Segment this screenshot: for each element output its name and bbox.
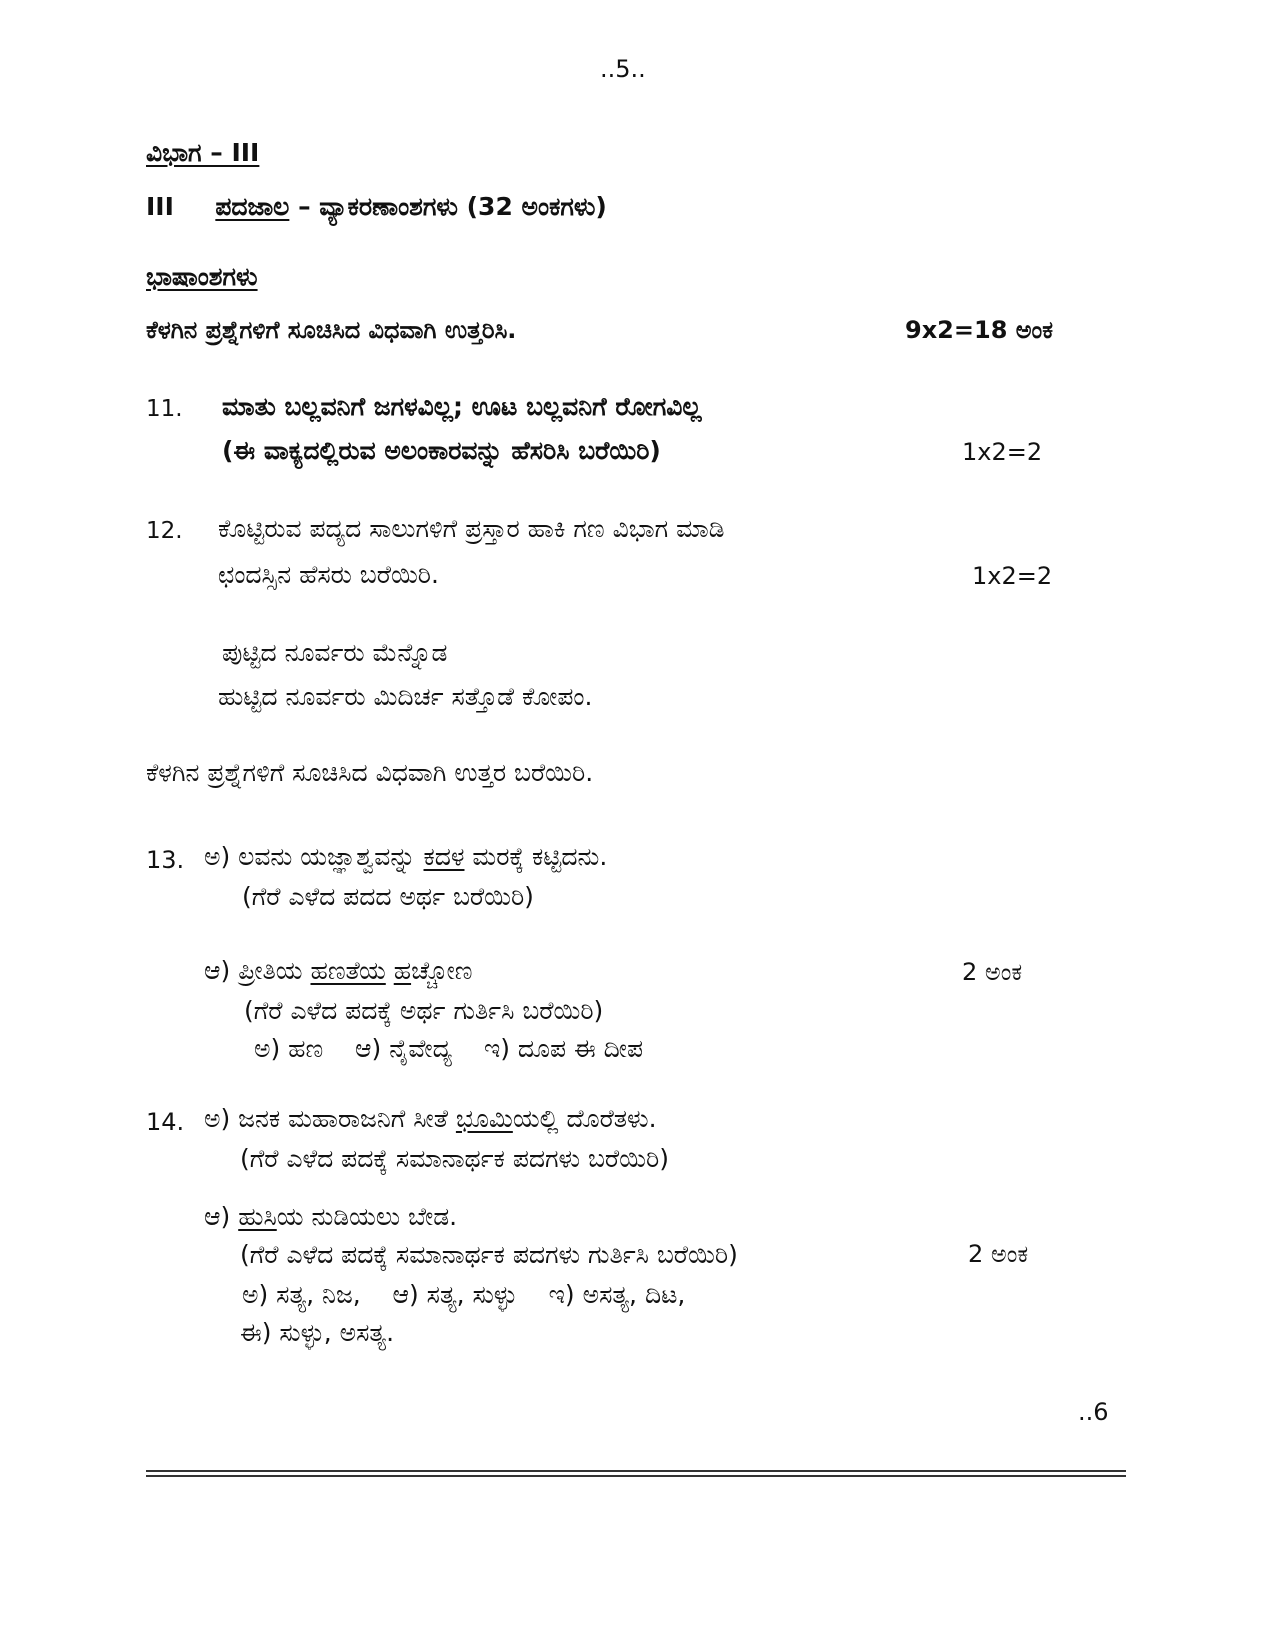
q12-statement: ಕೊಟ್ಟಿರುವ ಪದ್ಯದ ಸಾಲುಗಳಿಗೆ ಪ್ರಸ್ತಾರ ಹಾಕಿ ಗಣ ವಿಭಾಗ ಮಾಡಿ	[218, 514, 725, 543]
q13a-text-after: ಮರಕ್ಕೆ ಕಟ್ಟಿದನು.	[464, 842, 608, 871]
q11-instruction: (ಈ ವಾಕ್ಯದಲ್ಲಿರುವ ಅಲಂಕಾರವನ್ನು ಹೆಸರಿಸಿ ಬರೆಯಿರಿ)	[222, 436, 661, 465]
instruction-1-marks: 9x2=18 ಅಂಕ	[905, 316, 1053, 344]
q13b-statement	[204, 956, 473, 986]
q13b-underlined-word-2: ಹ	[393, 956, 412, 985]
q12-statement-cont: ಛಂದಸ್ಸಿನ ಹೆಸರು ಬರೆಯಿರಿ.	[218, 560, 439, 589]
q13a-text-before: ಅ) ಲವನು ಯಜ್ಞಾಶ್ವವನ್ನು	[204, 842, 424, 871]
instruction-1: ಕೆಳಗಿನ ಪ್ರಶ್ನೆಗಳಿಗೆ ಸೂಚಿಸಿದ ವಿಧವಾಗಿ ಉತ್ತರಿಸಿ.	[146, 316, 517, 344]
q14b-text-after: ಯ ನುಡಿಯಲು ಬೇಡ.	[276, 1202, 458, 1231]
page-number: ..5..	[600, 55, 646, 83]
section-label: ವಿಭಾಗ – III	[146, 138, 260, 167]
instruction-2: ಕೆಳಗಿನ ಪ್ರಶ್ನೆಗಳಿಗೆ ಸೂಚಿಸಿದ ವಿಧವಾಗಿ ಉತ್ತರ ಬರೆಯಿರಿ.	[146, 758, 594, 787]
q14b-hint: (ಗೆರೆ ಎಳೆದ ಪದಕ್ಕೆ ಸಮಾನಾರ್ಥಕ ಪದಗಳು ಗುರ್ತಿಸಿ ಬರೆಯಿರಿ)	[240, 1240, 738, 1269]
q13b-space	[386, 956, 394, 985]
q14b-text-before: ಆ)	[204, 1202, 239, 1231]
footer-rule-top	[146, 1470, 1126, 1472]
q13b-text-before: ಆ) ಪ್ರೀತಿಯ	[204, 956, 311, 985]
q14a-statement	[204, 1104, 657, 1134]
q14b-statement	[204, 1202, 457, 1232]
q14b-options-line-2: ಈ) ಸುಳ್ಳು, ಅಸತ್ಯ.	[240, 1318, 395, 1347]
subheading: ಭಾಷಾಂಶಗಳು	[146, 262, 258, 291]
section-heading	[146, 192, 607, 222]
q11-number: 11.	[146, 396, 183, 422]
q14a-text-before: ಅ) ಜನಕ ಮಹಾರಾಜನಿಗೆ ಸೀತೆ	[204, 1104, 456, 1133]
heading-title-grammar: – ವ್ಯಾಕರಣಾಂಶಗಳು (32 ಅಂಕಗಳು)	[289, 192, 607, 221]
q13b-options: ಅ) ಹಣ ಆ) ನೈವೇದ್ಯ ಇ) ದೂಪ ಈ ದೀಪ	[254, 1034, 643, 1063]
q13a-hint: (ಗೆರೆ ಎಳೆದ ಪದದ ಅರ್ಥ ಬರೆಯಿರಿ)	[242, 882, 534, 911]
q11-marks: 1x2=2	[962, 438, 1043, 466]
q13b-hint: (ಗೆರೆ ಎಳೆದ ಪದಕ್ಕೆ ಅರ್ಥ ಗುರ್ತಿಸಿ ಬರೆಯಿರಿ)	[244, 996, 604, 1025]
heading-roman: III	[146, 192, 174, 221]
q13b-underlined-word-1: ಹಣತೆಯ	[310, 956, 386, 985]
footer-rule-bottom	[146, 1475, 1126, 1477]
q14-number: 14.	[146, 1108, 185, 1136]
q14a-underlined-word: ಭೂಮಿ	[455, 1104, 513, 1133]
q12-marks: 1x2=2	[972, 562, 1053, 590]
q14b-options-line-1: ಅ) ಸತ್ಯ, ನಿಜ, ಆ) ಸತ್ಯ, ಸುಳ್ಳು ಇ) ಅಸತ್ಯ, ದಿಟ,	[242, 1280, 686, 1309]
q13a-underlined-word: ಕದಳ	[423, 842, 465, 871]
q13b-text-after: ಚ್ಚೋಣ	[411, 956, 473, 985]
next-page-indicator: ..6	[1078, 1398, 1109, 1426]
q12-poem-line-1: ಪುಟ್ಟಿದ ನೂರ್ವರು ಮೆನ್ನೊಡ	[222, 638, 448, 667]
q12-poem-line-2: ಹುಟ್ಟಿದ ನೂರ್ವರು ಮಿದಿರ್ಚ ಸತ್ತೊಡೆ ಕೋಪಂ.	[218, 682, 593, 711]
q13a-statement	[204, 842, 607, 872]
q14a-hint: (ಗೆರೆ ಎಳೆದ ಪದಕ್ಕೆ ಸಮಾನಾರ್ಥಕ ಪದಗಳು ಬರೆಯಿರಿ)	[240, 1144, 669, 1173]
q14b-underlined-word: ಹುಸಿ	[238, 1202, 277, 1231]
q13b-marks: 2 ಅಂಕ	[962, 958, 1023, 986]
q12-number: 12.	[146, 518, 183, 544]
q13-number: 13.	[146, 846, 185, 874]
q14a-text-after: ಯಲ್ಲಿ ದೊರೆತಳು.	[512, 1104, 657, 1133]
q14b-marks: 2 ಅಂಕ	[968, 1240, 1029, 1268]
q11-statement: ಮಾತು ಬಲ್ಲವನಿಗೆ ಜಗಳವಿಲ್ಲ; ಊಟ ಬಲ್ಲವನಿಗೆ ರೋಗವಿಲ್ಲ	[222, 392, 702, 421]
heading-title-vocab: ಪದಜಾಲ	[215, 192, 290, 221]
